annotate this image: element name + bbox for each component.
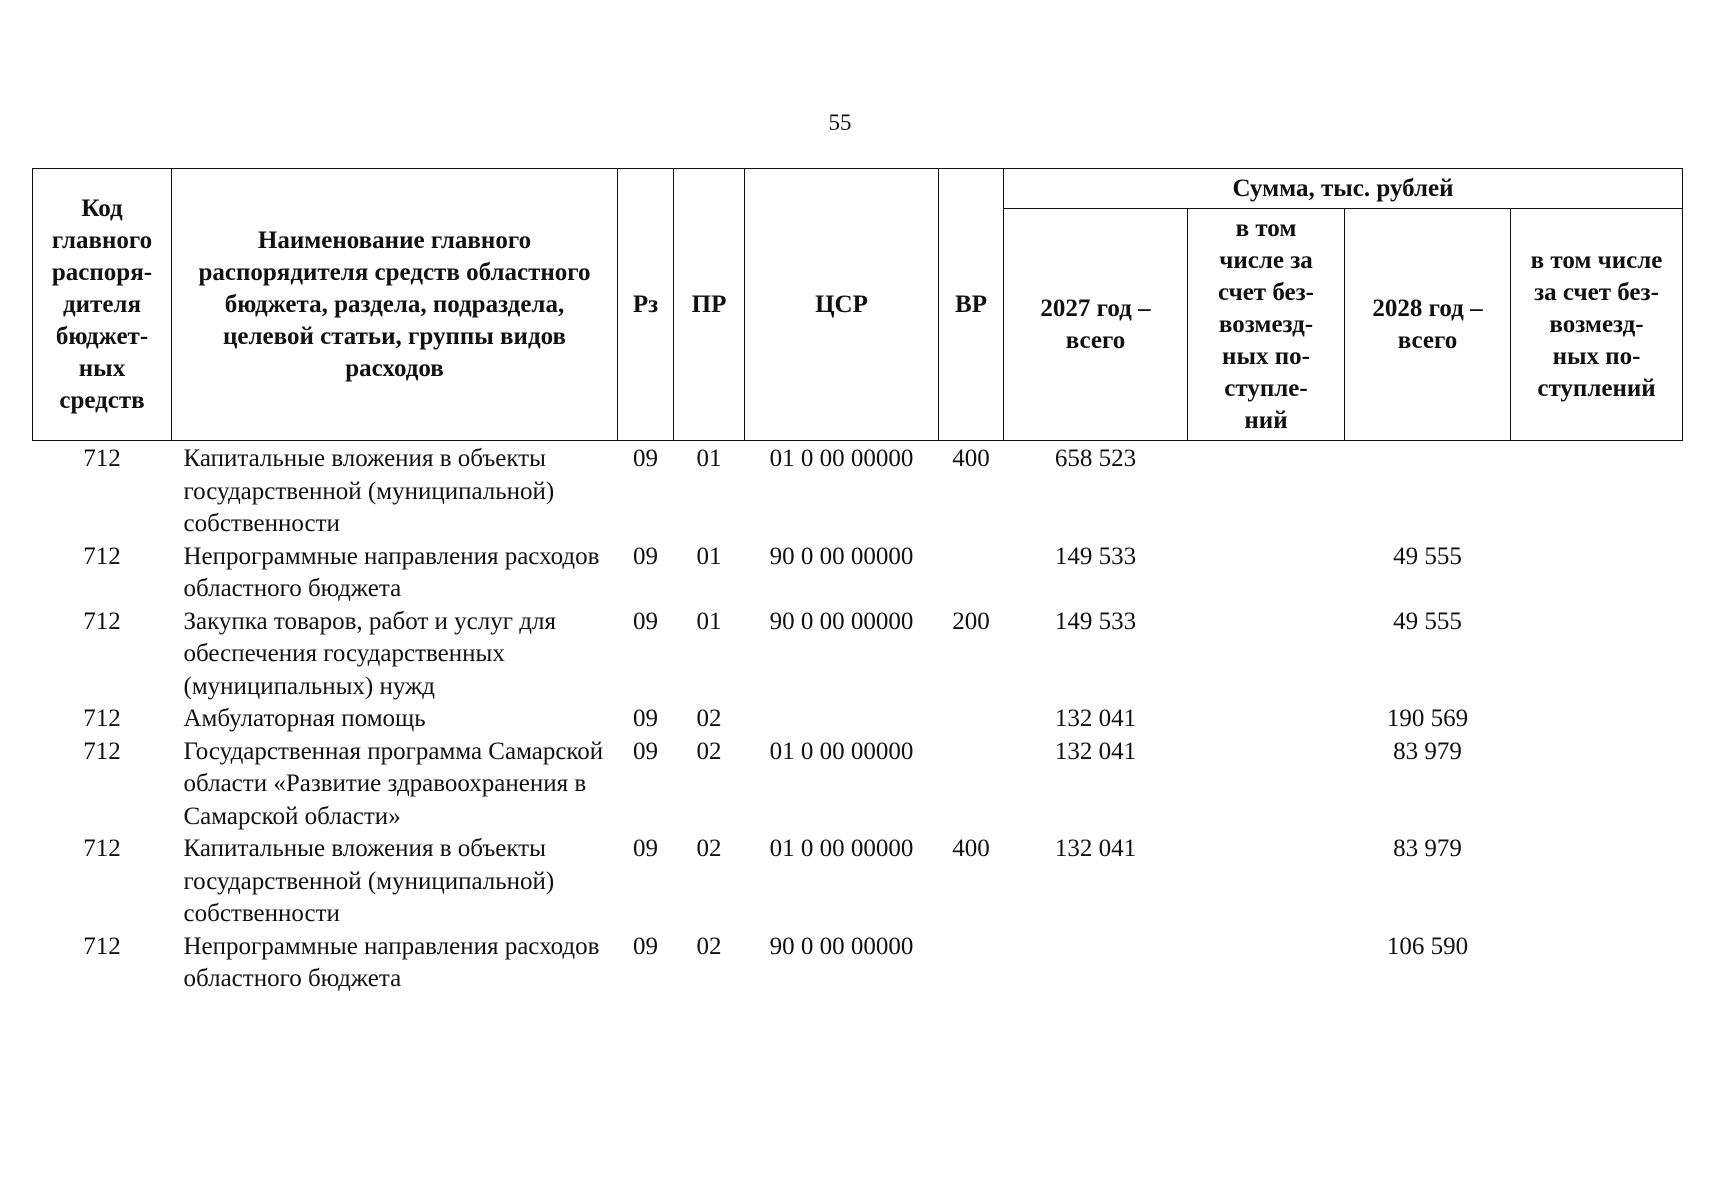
cell-vr <box>939 931 1004 996</box>
cell-code: 712 <box>83 445 121 472</box>
cell-csr: 01 0 00 00000 <box>769 737 914 765</box>
cell-name: Амбулаторная помощь <box>183 705 426 732</box>
cell-2027-grants <box>1188 606 1345 704</box>
cell-csr: 01 0 00 00000 <box>769 445 914 472</box>
header-rz: Рз <box>618 169 674 441</box>
cell-csr: 90 0 00 00000 <box>769 607 914 635</box>
cell-rz: 09 <box>633 542 658 570</box>
header-2027-total: 2027 год – всего <box>1004 209 1188 441</box>
cell-code: 712 <box>83 737 121 765</box>
cell-vr <box>939 703 1004 736</box>
cell-vr: 200 <box>952 607 990 635</box>
cell-2027-total <box>1004 931 1188 996</box>
cell-2028-total: 190 569 <box>1386 705 1469 732</box>
cell-2028-total: 83 979 <box>1393 835 1462 862</box>
cell-2027-grants <box>1188 833 1345 931</box>
cell-2028-grants <box>1511 541 1683 606</box>
cell-pr: 02 <box>696 835 722 862</box>
header-vr: ВР <box>939 169 1004 441</box>
cell-code: 712 <box>83 932 121 960</box>
cell-vr: 400 <box>952 445 990 472</box>
cell-csr: 90 0 00 00000 <box>769 932 914 960</box>
cell-rz: 09 <box>633 737 658 765</box>
cell-rz: 09 <box>633 445 658 472</box>
cell-rz: 09 <box>633 607 658 635</box>
cell-name: Капитальные вложения в объекты государственной (муниципальной) собственности <box>183 835 555 927</box>
cell-pr: 02 <box>696 932 722 960</box>
cell-2028-grants <box>1511 441 1683 541</box>
cell-2028-total: 49 555 <box>1393 542 1462 570</box>
cell-code: 712 <box>83 705 121 732</box>
table-row <box>33 833 1683 931</box>
cell-2027-total: 658 523 <box>1054 445 1137 472</box>
table-row <box>33 541 1683 606</box>
cell-vr <box>939 736 1004 834</box>
page-number: 55 <box>828 110 852 135</box>
cell-rz: 09 <box>633 932 658 960</box>
header-sum: Сумма, тыс. рублей <box>1004 169 1683 209</box>
cell-2027-total: 149 533 <box>1054 607 1137 635</box>
cell-2028-grants <box>1511 703 1683 736</box>
table-row <box>33 703 1683 736</box>
header-2028-total: 2028 год – всего <box>1345 209 1511 441</box>
cell-2028-total: 106 590 <box>1386 932 1469 960</box>
table-row <box>33 736 1683 834</box>
cell-pr: 02 <box>696 737 722 765</box>
cell-2028-total: 49 555 <box>1393 607 1462 635</box>
cell-csr: 01 0 00 00000 <box>769 835 914 862</box>
header-csr: ЦСР <box>745 169 939 441</box>
cell-pr: 01 <box>696 607 722 635</box>
table-row <box>33 441 1683 541</box>
header-pr: ПР <box>674 169 745 441</box>
cell-2027-grants <box>1188 931 1345 996</box>
cell-name: Государственная программа Самарской области «Развитие здравоохранения в Самарской области» <box>183 737 604 830</box>
cell-2027-total: 132 041 <box>1054 737 1137 765</box>
cell-2028-grants <box>1511 931 1683 996</box>
cell-code: 712 <box>83 835 121 862</box>
cell-2028-total <box>1345 441 1511 541</box>
cell-name: Непрограммные направления расходов областного бюджета <box>183 932 600 992</box>
cell-rz: 09 <box>633 835 658 862</box>
cell-csr <box>745 703 939 736</box>
cell-2028-grants <box>1511 833 1683 931</box>
cell-vr <box>939 541 1004 606</box>
cell-pr: 02 <box>696 705 722 732</box>
cell-2028-grants <box>1511 736 1683 834</box>
header-2028-grants: в том числе за счет без-возмезд-ных по-ступлений <box>1511 209 1683 441</box>
cell-2028-total: 83 979 <box>1393 737 1462 765</box>
cell-2027-total: 132 041 <box>1054 705 1137 732</box>
cell-vr: 400 <box>952 835 990 862</box>
header-code: Код главного распоря-дителя бюджет-ных средств <box>33 169 172 441</box>
cell-code: 712 <box>83 607 121 635</box>
cell-2027-total: 132 041 <box>1054 835 1137 862</box>
cell-pr: 01 <box>696 445 722 472</box>
cell-2027-grants <box>1188 441 1345 541</box>
table-header <box>33 169 1683 441</box>
header-2027-grants: в том числе за счет без-возмезд-ных по-ступле-ний <box>1188 209 1345 441</box>
cell-name: Непрограммные направления расходов областного бюджета <box>183 542 600 602</box>
cell-2027-grants <box>1188 736 1345 834</box>
cell-rz: 09 <box>633 705 658 732</box>
cell-code: 712 <box>83 542 121 570</box>
header-name: Наименование главного распорядителя средств областного бюджета, раздела, подраздела, целевой статьи, группы видов расходов <box>172 169 618 441</box>
cell-2027-grants <box>1188 541 1345 606</box>
cell-csr: 90 0 00 00000 <box>769 542 914 570</box>
table-body <box>33 441 1683 996</box>
cell-2028-grants <box>1511 606 1683 704</box>
cell-name: Закупка товаров, работ и услуг для обеспечения государственных (муниципальных) нужд <box>183 607 556 700</box>
table-row <box>33 606 1683 704</box>
cell-2027-grants <box>1188 703 1345 736</box>
table-row <box>33 931 1683 996</box>
cell-name: Капитальные вложения в объекты государственной (муниципальной) собственности <box>183 445 555 537</box>
cell-2027-total: 149 533 <box>1054 542 1137 570</box>
cell-pr: 01 <box>696 542 722 570</box>
budget-table <box>32 168 1683 996</box>
